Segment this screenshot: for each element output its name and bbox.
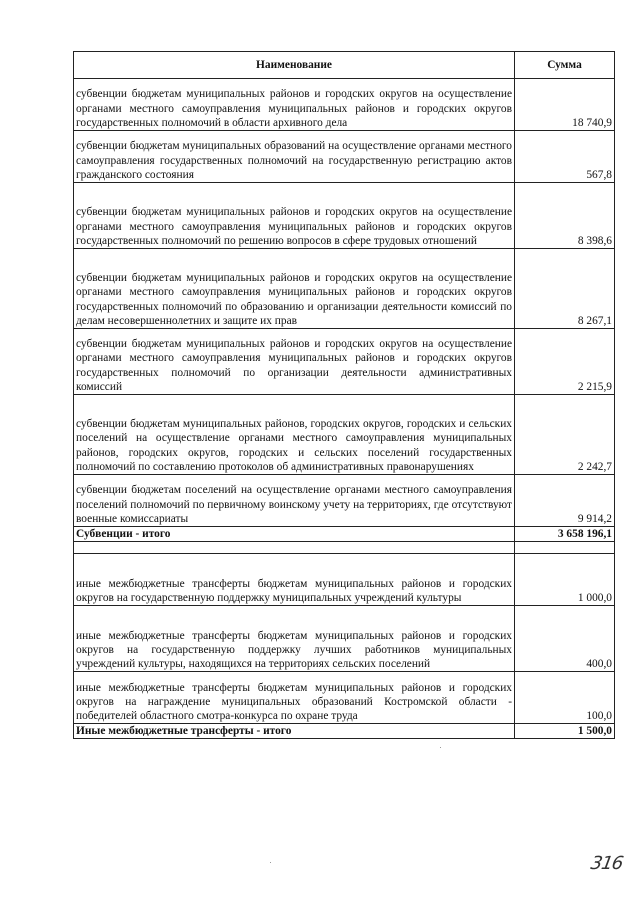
- header-sum: Сумма: [515, 52, 615, 79]
- row-name: субвенции бюджетам муниципальных районов, городских округов, городских и сельских поселений на осуществление органами местного самоуправления муниципальных районов, городских округов, городских и сельских поселений государственных полномочий по составлению протоколов об административных правонарушениях: [74, 395, 515, 475]
- table-row: [74, 475, 615, 527]
- row-name: субвенции бюджетам муниципальных районов и городских округов на осуществление органами местного самоуправления муниципальных районов и городских округов государственных полномочий по образованию и организации деятельности комиссий по делам несовершеннолетних и защите их прав: [74, 249, 515, 329]
- budget-table-sheet: [73, 51, 614, 739]
- table-row: [74, 183, 615, 249]
- table-row: [74, 79, 615, 131]
- row-sum: 18 740,9: [515, 79, 615, 131]
- subventions-total-row: [74, 527, 615, 542]
- total-sum: 3 658 196,1: [515, 527, 615, 542]
- row-name: субвенции бюджетам муниципальных образований на осуществление органами местного самоуправления государственных полномочий на государственную регистрацию актов гражданского состояния: [74, 131, 515, 183]
- scan-speck: [270, 862, 271, 863]
- row-sum: 9 914,2: [515, 475, 615, 527]
- table-row: [74, 554, 615, 606]
- row-name: иные межбюджетные трансферты бюджетам муниципальных районов и городских округов на государственную поддержку муниципальных учреждений культуры: [74, 554, 515, 606]
- row-sum: 2 242,7: [515, 395, 615, 475]
- row-name: субвенции бюджетам муниципальных районов и городских округов на осуществление органами местного самоуправления муниципальных районов и городских округов государственных полномочий по решению вопросов в сфере трудовых отношений: [74, 183, 515, 249]
- row-sum: 1 000,0: [515, 554, 615, 606]
- budget-table: [73, 51, 615, 739]
- row-sum: 400,0: [515, 606, 615, 672]
- table-row: [74, 395, 615, 475]
- row-name: субвенции бюджетам муниципальных районов и городских округов на осуществление органами местного самоуправления муниципальных районов и городских округов государственных полномочий по организации деятельности административных комиссий: [74, 329, 515, 395]
- row-sum: 567,8: [515, 131, 615, 183]
- table-row: [74, 672, 615, 724]
- spacer-row: [74, 542, 615, 554]
- row-sum: 8 398,6: [515, 183, 615, 249]
- table-row: [74, 606, 615, 672]
- table-header-row: [74, 52, 615, 79]
- scan-speck: [440, 747, 441, 748]
- table-row: [74, 249, 615, 329]
- total-sum: 1 500,0: [515, 724, 615, 739]
- row-name: субвенции бюджетам муниципальных районов и городских округов на осуществление органами местного самоуправления муниципальных районов и городских округов государственных полномочий в области архивного дела: [74, 79, 515, 131]
- row-name: иные межбюджетные трансферты бюджетам муниципальных районов и городских округов на награждение муниципальных образований Костромской области - победителей областного смотра-конкурса по охране труда: [74, 672, 515, 724]
- row-name: иные межбюджетные трансферты бюджетам муниципальных районов и городских округов на государственную поддержку лучших работников муниципальных учреждений культуры, находящихся на территориях сельских поселений: [74, 606, 515, 672]
- other-transfers-total-row: [74, 724, 615, 739]
- table-row: [74, 329, 615, 395]
- row-sum: 8 267,1: [515, 249, 615, 329]
- row-name: субвенции бюджетам поселений на осуществление органами местного самоуправления поселений полномочий по первичному воинскому учету на территориях, где отсутствуют военные комиссариаты: [74, 475, 515, 527]
- total-name: Иные межбюджетные трансферты - итого: [74, 724, 515, 739]
- total-name: Субвенции - итого: [74, 527, 515, 542]
- table-row: [74, 131, 615, 183]
- row-sum: 2 215,9: [515, 329, 615, 395]
- page-number: 316: [589, 853, 625, 874]
- header-name: Наименование: [74, 52, 515, 79]
- row-sum: 100,0: [515, 672, 615, 724]
